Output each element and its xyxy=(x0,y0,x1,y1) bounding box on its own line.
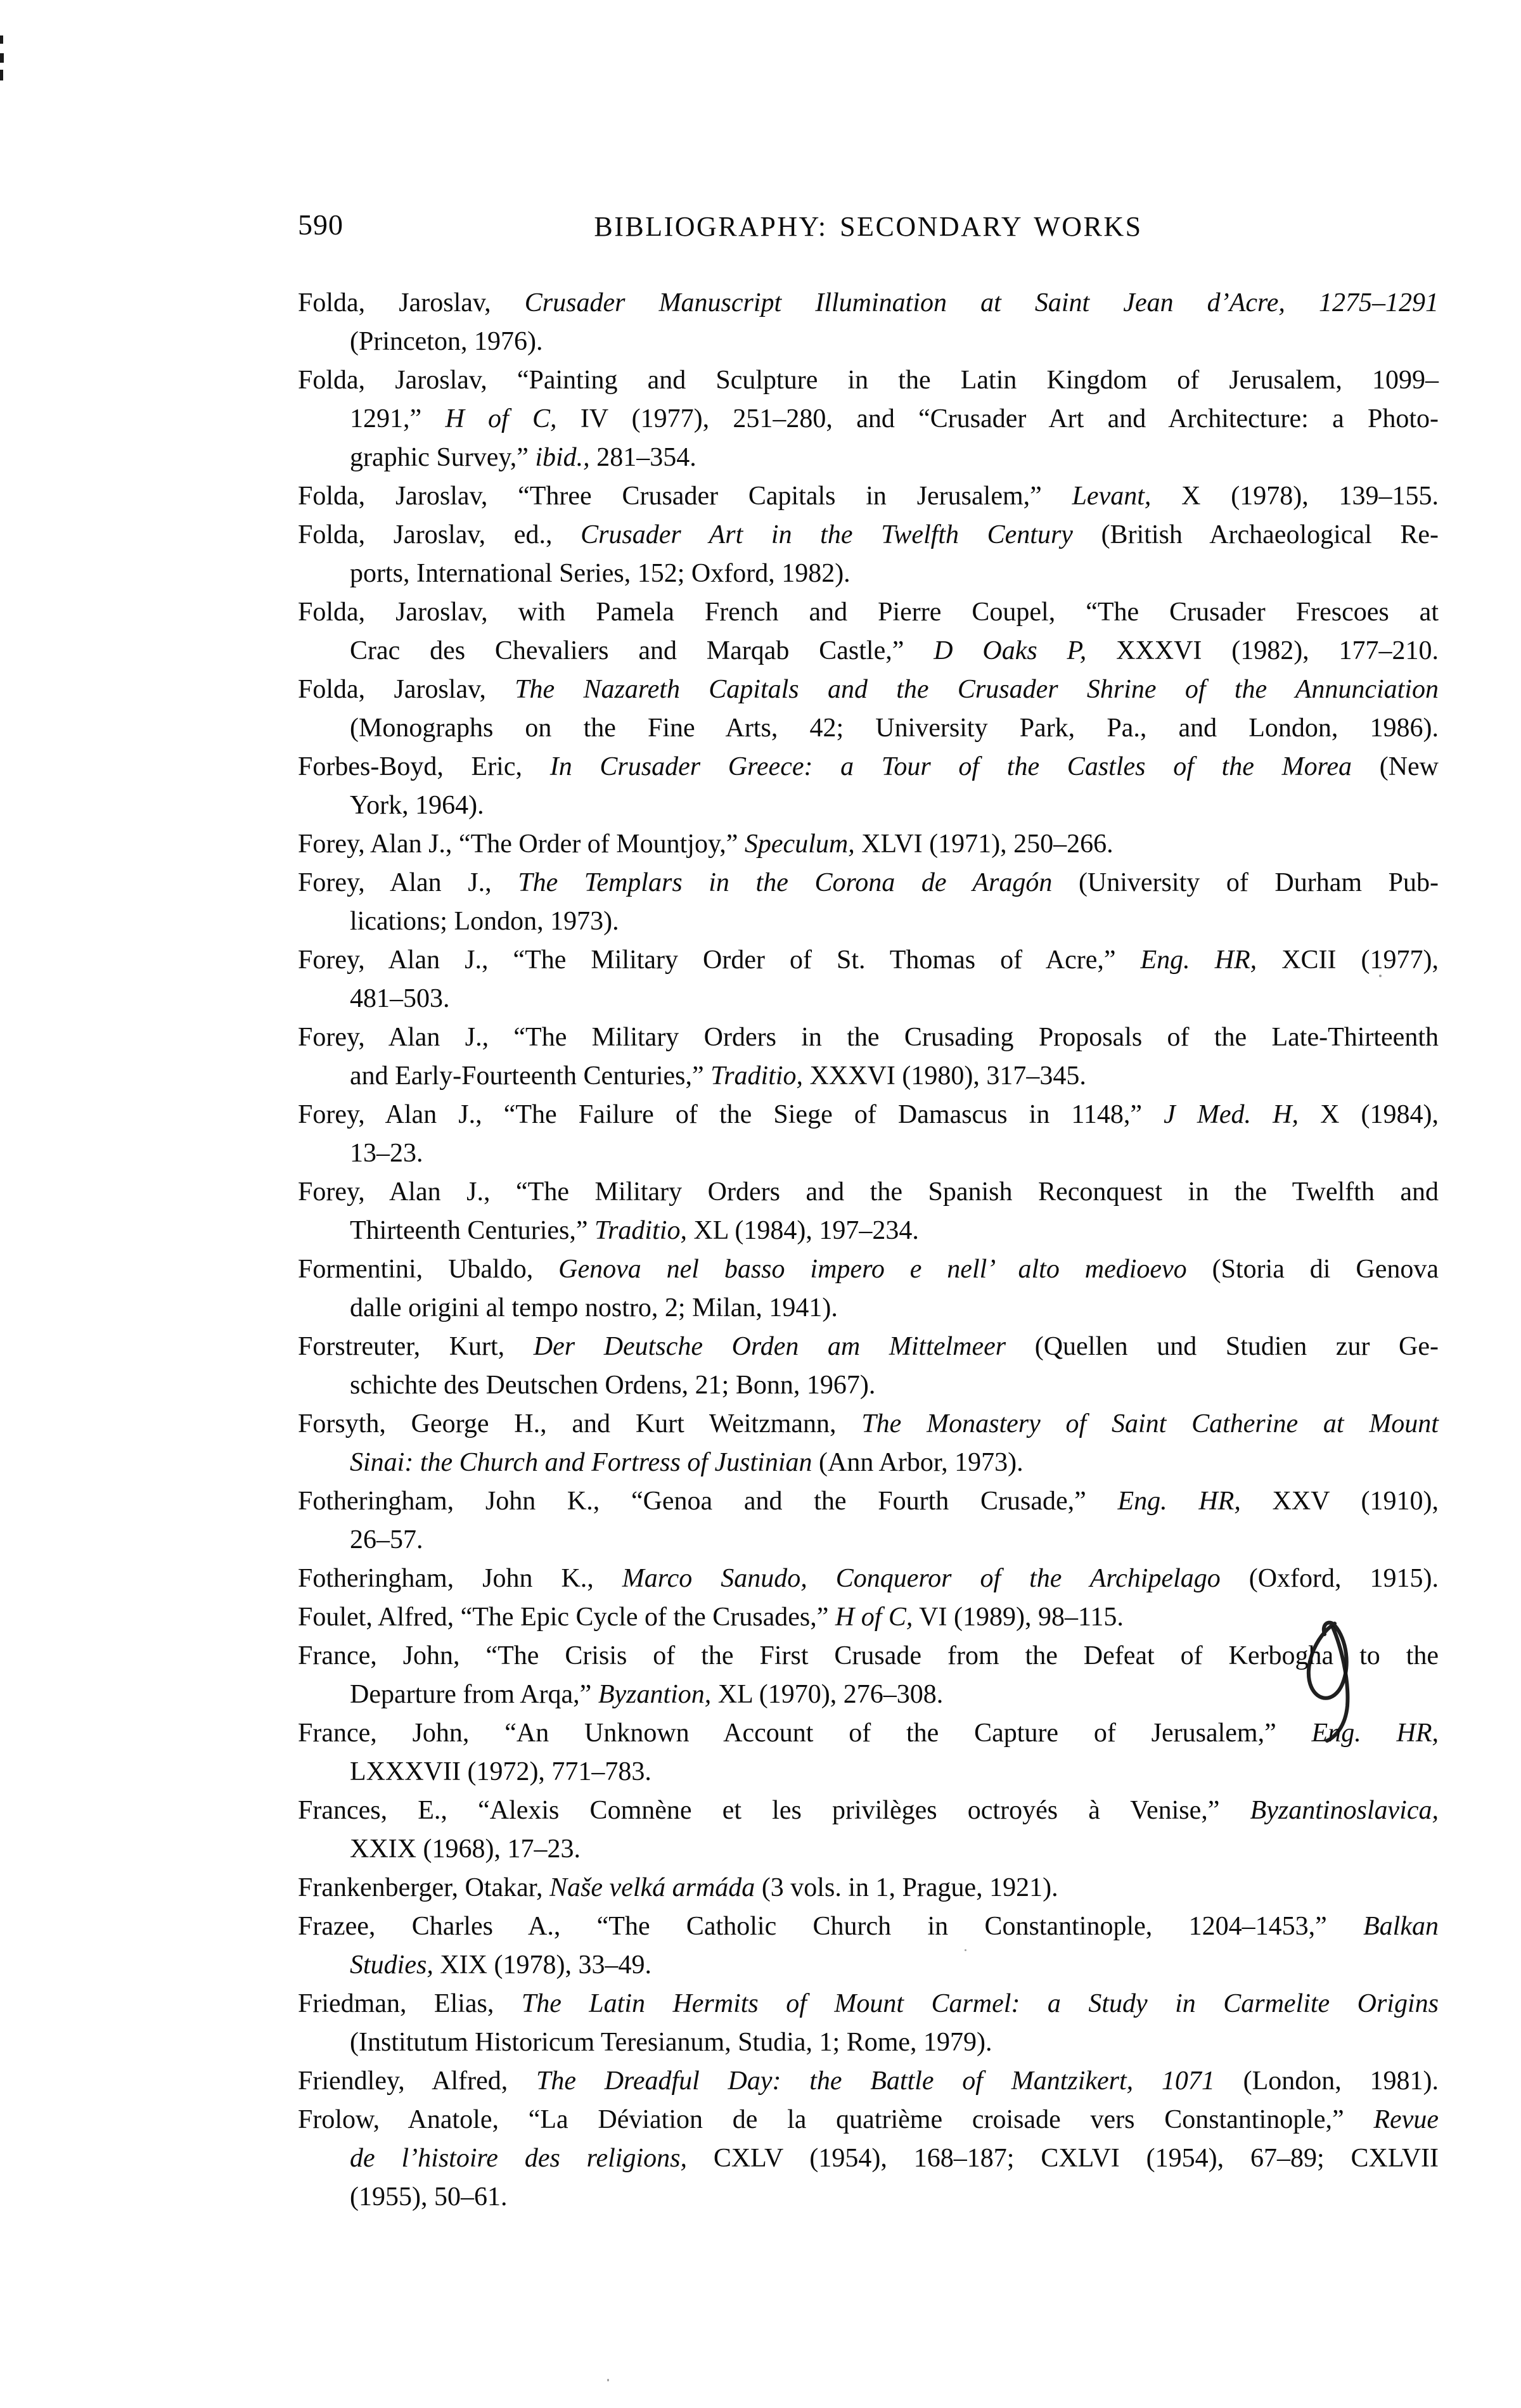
bib-entry xyxy=(298,1637,1439,1714)
bib-line xyxy=(298,2139,1439,2178)
text: (Ann Arbor, 1973). xyxy=(812,1448,1024,1477)
text: (Monographs on the Fine Arts, 42; University Park, Pa., and London, 1986). xyxy=(350,714,1439,743)
text: Folda, Jaroslav, with Pamela French and Pierre Coupel, “The Crusader Frescoes at xyxy=(298,598,1439,627)
bib-line xyxy=(298,786,1439,825)
text: (Institutum Historicum Teresianum, Studia, 1; Rome, 1979). xyxy=(350,2028,992,2057)
text: York, 1964). xyxy=(350,791,484,820)
bib-entry xyxy=(298,284,1439,361)
text: Folda, Jaroslav, ed., xyxy=(298,520,581,549)
bib-line xyxy=(298,1946,1439,1985)
text: LXXXVII (1972), 771–783. xyxy=(350,1757,651,1786)
italic-text: The Monastery of Saint Catherine at Mount xyxy=(861,1409,1439,1438)
text: (Princeton, 1976). xyxy=(350,327,543,356)
text: Forey, Alan J., “The Military Orders in the Crusading Proposals of the Late-Thirteenth xyxy=(298,1023,1439,1052)
bib-line xyxy=(298,1598,1439,1637)
text: X (1978), 139–155. xyxy=(1151,482,1439,511)
bib-line xyxy=(298,1714,1439,1753)
scan-edge-artifact xyxy=(0,0,13,139)
text: Folda, Jaroslav, “Painting and Sculpture in the Latin Kingdom of Jerusalem, 1099– xyxy=(298,366,1439,395)
bib-line xyxy=(298,1018,1439,1057)
bibliography-list xyxy=(298,284,1439,2217)
italic-text: Levant, xyxy=(1072,482,1152,511)
text: Departure from Arqa,” xyxy=(350,1680,598,1709)
text: (3 vols. in 1, Prague, 1921). xyxy=(755,1873,1058,1902)
bib-entry xyxy=(298,1714,1439,1791)
bib-line xyxy=(298,1328,1439,1366)
bib-line xyxy=(298,2062,1439,2101)
text: Forbes-Boyd, Eric, xyxy=(298,752,550,781)
italic-text: The Latin Hermits of Mount Carmel: a Study in Carmelite Origins xyxy=(521,1989,1439,2018)
italic-text: Eng. HR, xyxy=(1140,945,1257,975)
bib-entry xyxy=(298,1907,1439,1985)
italic-text: Revue xyxy=(1373,2105,1439,2134)
text: XL (1970), 276–308. xyxy=(711,1680,944,1709)
text: (Storia di Genova xyxy=(1186,1255,1439,1284)
italic-text: The Nazareth Capitals and the Crusader Shrine of the Annunciation xyxy=(515,675,1439,704)
bib-entry xyxy=(298,825,1439,864)
bib-line xyxy=(298,709,1439,748)
italic-text: In Crusader Greece: a Tour of the Castles of the Morea xyxy=(549,752,1352,781)
text: Forey, Alan J., “The Order of Mountjoy,” xyxy=(298,829,745,859)
italic-text: J Med. H, xyxy=(1164,1100,1299,1129)
text: (London, 1981). xyxy=(1214,2066,1439,2096)
text: Thirteenth Centuries,” xyxy=(350,1216,595,1245)
bib-entry xyxy=(298,748,1439,825)
bib-entry xyxy=(298,670,1439,748)
bib-line xyxy=(298,1985,1439,2023)
bib-entry xyxy=(298,477,1439,516)
italic-text: Eng. HR, xyxy=(1311,1719,1439,1748)
text: XXXVI (1980), 317–345. xyxy=(803,1061,1086,1091)
italic-text: Naše velká armáda xyxy=(549,1873,755,1902)
text: XL (1984), 197–234. xyxy=(686,1216,919,1245)
italic-text: The Dreadful Day: the Battle of Mantzikert, 1071 xyxy=(536,2066,1215,2096)
bib-line xyxy=(298,1482,1439,1521)
text: VI (1989), 98–115. xyxy=(913,1603,1124,1632)
text: XIX (1978), 33–49. xyxy=(433,1950,651,1980)
text: 1291,” xyxy=(350,404,446,433)
text: Friendley, Alfred, xyxy=(298,2066,536,2096)
scan-speck xyxy=(965,1949,966,1951)
bib-line xyxy=(298,748,1439,786)
italic-text: Marco Sanudo, Conqueror of the Archipelago xyxy=(622,1564,1221,1593)
bib-entry xyxy=(298,1598,1439,1637)
italic-text: H of C, xyxy=(835,1603,913,1632)
text: IV (1977), 251–280, and “Crusader Art and Architecture: a Photo- xyxy=(556,404,1439,433)
text: and Early-Fourteenth Centuries,” xyxy=(350,1061,711,1091)
bib-line xyxy=(298,1753,1439,1791)
bib-line xyxy=(298,1444,1439,1482)
text: (1955), 50–61. xyxy=(350,2182,508,2212)
italic-text: ibid., xyxy=(535,443,590,472)
running-head-title: BIBLIOGRAPHY: SECONDARY WORKS xyxy=(594,211,1143,242)
bib-entry xyxy=(298,1482,1439,1559)
page-header xyxy=(298,207,1439,245)
bib-entry xyxy=(298,1559,1439,1598)
text: Frankenberger, Otakar, xyxy=(298,1873,550,1902)
text: (New xyxy=(1352,752,1439,781)
bib-entry xyxy=(298,361,1439,477)
italic-text: Eng. HR, xyxy=(1117,1487,1241,1516)
bib-line xyxy=(298,1637,1439,1675)
text: dalle origini al tempo nostro, 2; Milan, 1941). xyxy=(350,1293,838,1322)
text: ports, International Series, 152; Oxford, 1982). xyxy=(350,559,850,588)
text: Frances, E., “Alexis Comnène et les privilèges octroyés à Venise,” xyxy=(298,1796,1250,1825)
italic-text: D Oaks P, xyxy=(934,636,1087,665)
italic-text: Genova nel basso impero e nell’ alto medioevo xyxy=(558,1255,1187,1284)
bib-line xyxy=(298,1250,1439,1289)
page-number: 590 xyxy=(298,208,343,241)
bib-entry xyxy=(298,1869,1439,1907)
text: XXXVI (1982), 177–210. xyxy=(1086,636,1439,665)
text: Fotheringham, John K., xyxy=(298,1564,622,1593)
text: Folda, Jaroslav, xyxy=(298,288,525,317)
bib-line xyxy=(298,1134,1439,1173)
text: 13–23. xyxy=(350,1139,423,1168)
bib-line xyxy=(298,400,1439,439)
text: Crac des Chevaliers and Marqab Castle,” xyxy=(350,636,934,665)
scan-speck xyxy=(1379,975,1382,977)
bib-line xyxy=(298,554,1439,593)
bib-entry xyxy=(298,1250,1439,1328)
text: XXIX (1968), 17–23. xyxy=(350,1835,581,1864)
bib-entry xyxy=(298,1173,1439,1250)
bib-line xyxy=(298,477,1439,516)
text: graphic Survey,” xyxy=(350,443,536,472)
bib-line xyxy=(298,361,1439,400)
bib-line xyxy=(298,1057,1439,1096)
bib-line xyxy=(298,516,1439,554)
bib-line xyxy=(298,1559,1439,1598)
bib-line xyxy=(298,2101,1439,2139)
text: Formentini, Ubaldo, xyxy=(298,1255,559,1284)
italic-text: Traditio, xyxy=(710,1061,804,1091)
bib-entry xyxy=(298,1405,1439,1482)
bib-line xyxy=(298,632,1439,670)
bib-entry xyxy=(298,2062,1439,2101)
bib-line xyxy=(298,1907,1439,1946)
italic-text: Studies, xyxy=(350,1950,433,1980)
bib-line xyxy=(298,593,1439,632)
bib-line xyxy=(298,1212,1439,1250)
italic-text: Crusader Manuscript Illumination at Saint Jean d’Acre, 1275–1291 xyxy=(524,288,1439,317)
bib-line xyxy=(298,902,1439,941)
italic-text: de l’histoire des religions, xyxy=(350,2144,687,2173)
text: Forstreuter, Kurt, xyxy=(298,1332,534,1361)
text: lications; London, 1973). xyxy=(350,907,619,936)
bib-line xyxy=(298,284,1439,323)
bib-entry xyxy=(298,1985,1439,2062)
bib-entry xyxy=(298,2101,1439,2217)
text: X (1984), xyxy=(1298,1100,1439,1129)
bib-line xyxy=(298,1096,1439,1134)
italic-text: H of C, xyxy=(445,404,557,433)
text: schichte des Deutschen Ordens, 21; Bonn, 1967). xyxy=(350,1371,876,1400)
italic-text: Der Deutsche Orden am Mittelmeer xyxy=(533,1332,1006,1361)
text: (University of Durham Pub- xyxy=(1052,868,1439,897)
bib-entry xyxy=(298,864,1439,941)
italic-text: Sinai: the Church and Fortress of Justinian xyxy=(350,1448,812,1477)
text: Forey, Alan J., “The Failure of the Siege of Damascus in 1148,” xyxy=(298,1100,1164,1129)
bib-line xyxy=(298,1289,1439,1328)
bib-line xyxy=(298,825,1439,864)
bib-line xyxy=(298,439,1439,477)
text: Forsyth, George H., and Kurt Weitzmann, xyxy=(298,1409,862,1438)
bib-entry xyxy=(298,593,1439,670)
text: 26–57. xyxy=(350,1525,423,1554)
bib-line xyxy=(298,2023,1439,2062)
bib-line xyxy=(298,864,1439,902)
bib-entry xyxy=(298,1096,1439,1173)
bib-line xyxy=(298,1173,1439,1212)
bib-line xyxy=(298,941,1439,980)
bib-entry xyxy=(298,516,1439,593)
bib-line xyxy=(298,1405,1439,1444)
text: Folda, Jaroslav, “Three Crusader Capitals in Jerusalem,” xyxy=(298,482,1072,511)
italic-text: The Templars in the Corona de Aragón xyxy=(518,868,1053,897)
italic-text: Balkan xyxy=(1363,1912,1439,1941)
text: Forey, Alan J., xyxy=(298,868,518,897)
bib-entry xyxy=(298,1791,1439,1869)
text: France, John, “The Crisis of the First Crusade from the Defeat of Kerbogha to the xyxy=(298,1641,1439,1670)
bib-line xyxy=(298,1830,1439,1869)
bib-line xyxy=(298,1869,1439,1907)
bib-entry xyxy=(298,1018,1439,1096)
bib-line xyxy=(298,1521,1439,1559)
text: Forey, Alan J., “The Military Orders and the Spanish Reconquest in the Twelfth and xyxy=(298,1177,1439,1207)
bib-line xyxy=(298,1675,1439,1714)
text: (Quellen und Studien zur Ge- xyxy=(1006,1332,1439,1361)
italic-text: Speculum, xyxy=(744,829,855,859)
text: Friedman, Elias, xyxy=(298,1989,522,2018)
text: Frolow, Anatole, “La Déviation de la quatrième croisade vers Constantinople,” xyxy=(298,2105,1374,2134)
bib-line xyxy=(298,2178,1439,2217)
bib-line xyxy=(298,1366,1439,1405)
bib-entry xyxy=(298,941,1439,1018)
text: (Oxford, 1915). xyxy=(1220,1564,1439,1593)
scan-speck xyxy=(607,2379,609,2381)
bib-line xyxy=(298,323,1439,361)
italic-text: Crusader Art in the Twelfth Century xyxy=(581,520,1073,549)
text: 281–354. xyxy=(589,443,696,472)
text: XXV (1910), xyxy=(1240,1487,1439,1516)
italic-text: Byzantion, xyxy=(598,1680,712,1709)
text: (British Archaeological Re- xyxy=(1072,520,1439,549)
bib-line xyxy=(298,670,1439,709)
text: 481–503. xyxy=(350,984,450,1013)
text: Foulet, Alfred, “The Epic Cycle of the Crusades,” xyxy=(298,1603,835,1632)
text: CXLV (1954), 168–187; CXLVI (1954), 67–89; CXLVII xyxy=(686,2144,1439,2173)
text: Frazee, Charles A., “The Catholic Church in Constantinople, 1204–1453,” xyxy=(298,1912,1364,1941)
text: XCII (1977), xyxy=(1257,945,1439,975)
text: Forey, Alan J., “The Military Order of St. Thomas of Acre,” xyxy=(298,945,1141,975)
bib-entry xyxy=(298,1328,1439,1405)
bib-line xyxy=(298,1791,1439,1830)
text: Fotheringham, John K., “Genoa and the Fourth Crusade,” xyxy=(298,1487,1118,1516)
italic-text: Byzantinoslavica, xyxy=(1250,1796,1439,1825)
bib-line xyxy=(298,980,1439,1018)
italic-text: Traditio, xyxy=(594,1216,687,1245)
text: France, John, “An Unknown Account of the Capture of Jerusalem,” xyxy=(298,1719,1312,1748)
text: Folda, Jaroslav, xyxy=(298,675,515,704)
text: XLVI (1971), 250–266. xyxy=(854,829,1113,859)
